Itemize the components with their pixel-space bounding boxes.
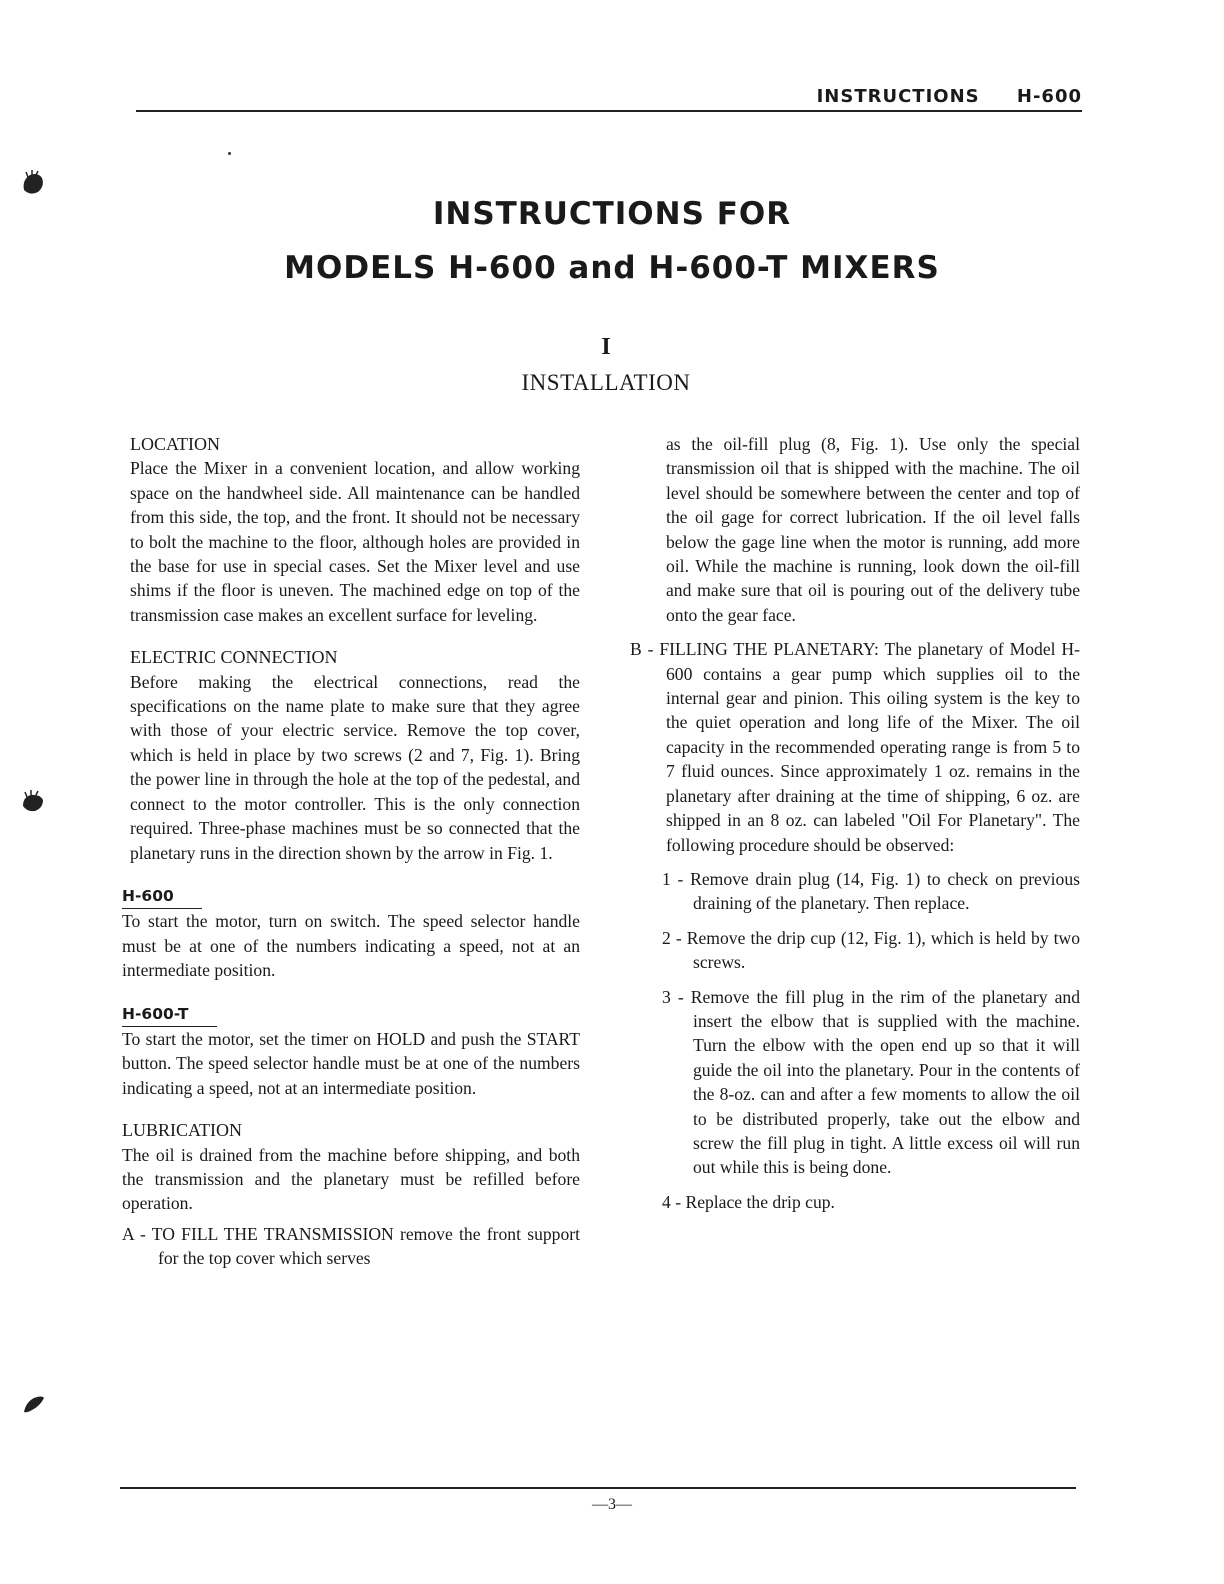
page-number: —3— <box>592 1496 632 1513</box>
lubrication-heading: LUBRICATION <box>122 1120 242 1141</box>
location-text: Place the Mixer in a convenient location, and allow working space on the handwheel side. All maintenance can be handled from this side, the top, and the front. It should not be necessary to bolt the machine to the floor, although holes are provided in the base for use in special cases. Set the Mixer level and use shims if the floor is uneven. The machined edge on top of the transmission case makes an excellent surface for leveling. <box>130 458 580 625</box>
h600-text: To start the motor, turn on switch. The speed selector handle must be at one of the numbers indicating a speed, not at an intermediate position. <box>122 911 580 981</box>
h600t-heading: H-600-T <box>122 1002 217 1027</box>
page-title-line-1: INSTRUCTIONS FOR <box>432 196 792 232</box>
planetary-step: 2 - Remove the drip cup (12, Fig. 1), which is held by two screws. <box>662 927 1080 973</box>
location-heading: LOCATION <box>130 434 220 454</box>
page-title-line-2: MODELS H-600 and H-600-T MIXERS <box>284 250 940 286</box>
lubrication-section <box>122 1118 580 1216</box>
planetary-step: 4 - Replace the drip cup. <box>662 1191 835 1212</box>
h600-section <box>122 883 580 983</box>
lubrication-item-a: A - TO FILL THE TRANSMISSION remove the front support for the top cover which serves <box>122 1223 580 1269</box>
binder-hole-mark-icon <box>18 786 48 816</box>
h600-heading: H-600 <box>122 884 202 909</box>
lubrication-item-b: B - FILLING THE PLANETARY: The planetary of Model H-600 contains a gear pump which supplies oil to the internal gear and pinion. This oiling system is the key to the quiet operation and long life of the Mixer. The oil capacity in the recommended operating range is from 5 to 7 fluid ounces. Since approximately 1 oz. remains in the planetary after draining at the time of shipping, 6 oz. are shipped in an 8 oz. can labeled "Oil For Planetary". The following procedure should be observed: <box>630 639 1080 855</box>
electric-heading: ELECTRIC CONNECTION <box>130 647 338 668</box>
left-column <box>122 432 580 1271</box>
electric-section <box>122 645 580 865</box>
running-head <box>787 86 1082 107</box>
header-rule <box>136 110 1082 112</box>
planetary-step: 3 - Remove the fill plug in the rim of the planetary and insert the elbow that is supplied with the machine. Turn the elbow with the open end up so that it will guide the oil into the planetary. Pour in the contents of the 8-oz. can and after a few moments to allow the oil to be distributed properly, take out the elbow and screw the fill plug in tight. A little excess oil will run out while this is being done. <box>662 986 1080 1178</box>
running-head-model: H-600 <box>1016 86 1082 107</box>
binder-hole-mark-icon <box>18 168 48 198</box>
footer-rule <box>120 1487 1076 1489</box>
section-title: INSTALLATION <box>521 370 691 395</box>
planetary-step: 1 - Remove drain plug (14, Fig. 1) to check on previous draining of the planetary. Then replace. <box>662 868 1080 914</box>
running-head-section: INSTRUCTIONS <box>816 86 980 107</box>
binder-hole-mark-icon <box>18 1386 48 1416</box>
h600t-section <box>122 1001 580 1101</box>
speck <box>228 152 231 155</box>
h600t-text: To start the motor, set the timer on HOLD and push the START button. The speed selector handle must be at one of the numbers indicating a speed, not at an intermediate position. <box>122 1028 580 1098</box>
lubrication-text: The oil is drained from the machine before shipping, and both the transmission and the planetary must be refilled before operation. <box>122 1144 580 1214</box>
section-number: I <box>601 334 611 360</box>
electric-text: Before making the electrical connections, read the specifications on the name plate to make sure that they agree with those of your electric service. Remove the top cover, which is held in place by two screws (2 and 7, Fig. 1). Bring the power line in through the hole at the top of the pedestal, and connect to the motor controller. This is the only connection required. Three-phase machines must be so connected that the planetary runs in the direction shown by the arrow in Fig. 1. <box>130 671 580 863</box>
planetary-steps <box>630 867 1080 1214</box>
right-column <box>630 432 1080 1224</box>
lubrication-item-a-continued: as the oil-fill plug (8, Fig. 1). Use only the special transmission oil that is shipped with the machine. The oil level should be somewhere between the center and top of the oil gage for correct lubrication. If the oil level falls below the gage line when the motor is running, add more oil. While the machine is running, look down the oil-fill and make sure that oil is pouring out of the delivery tube onto the gear face. <box>666 434 1080 625</box>
location-section <box>122 432 580 627</box>
